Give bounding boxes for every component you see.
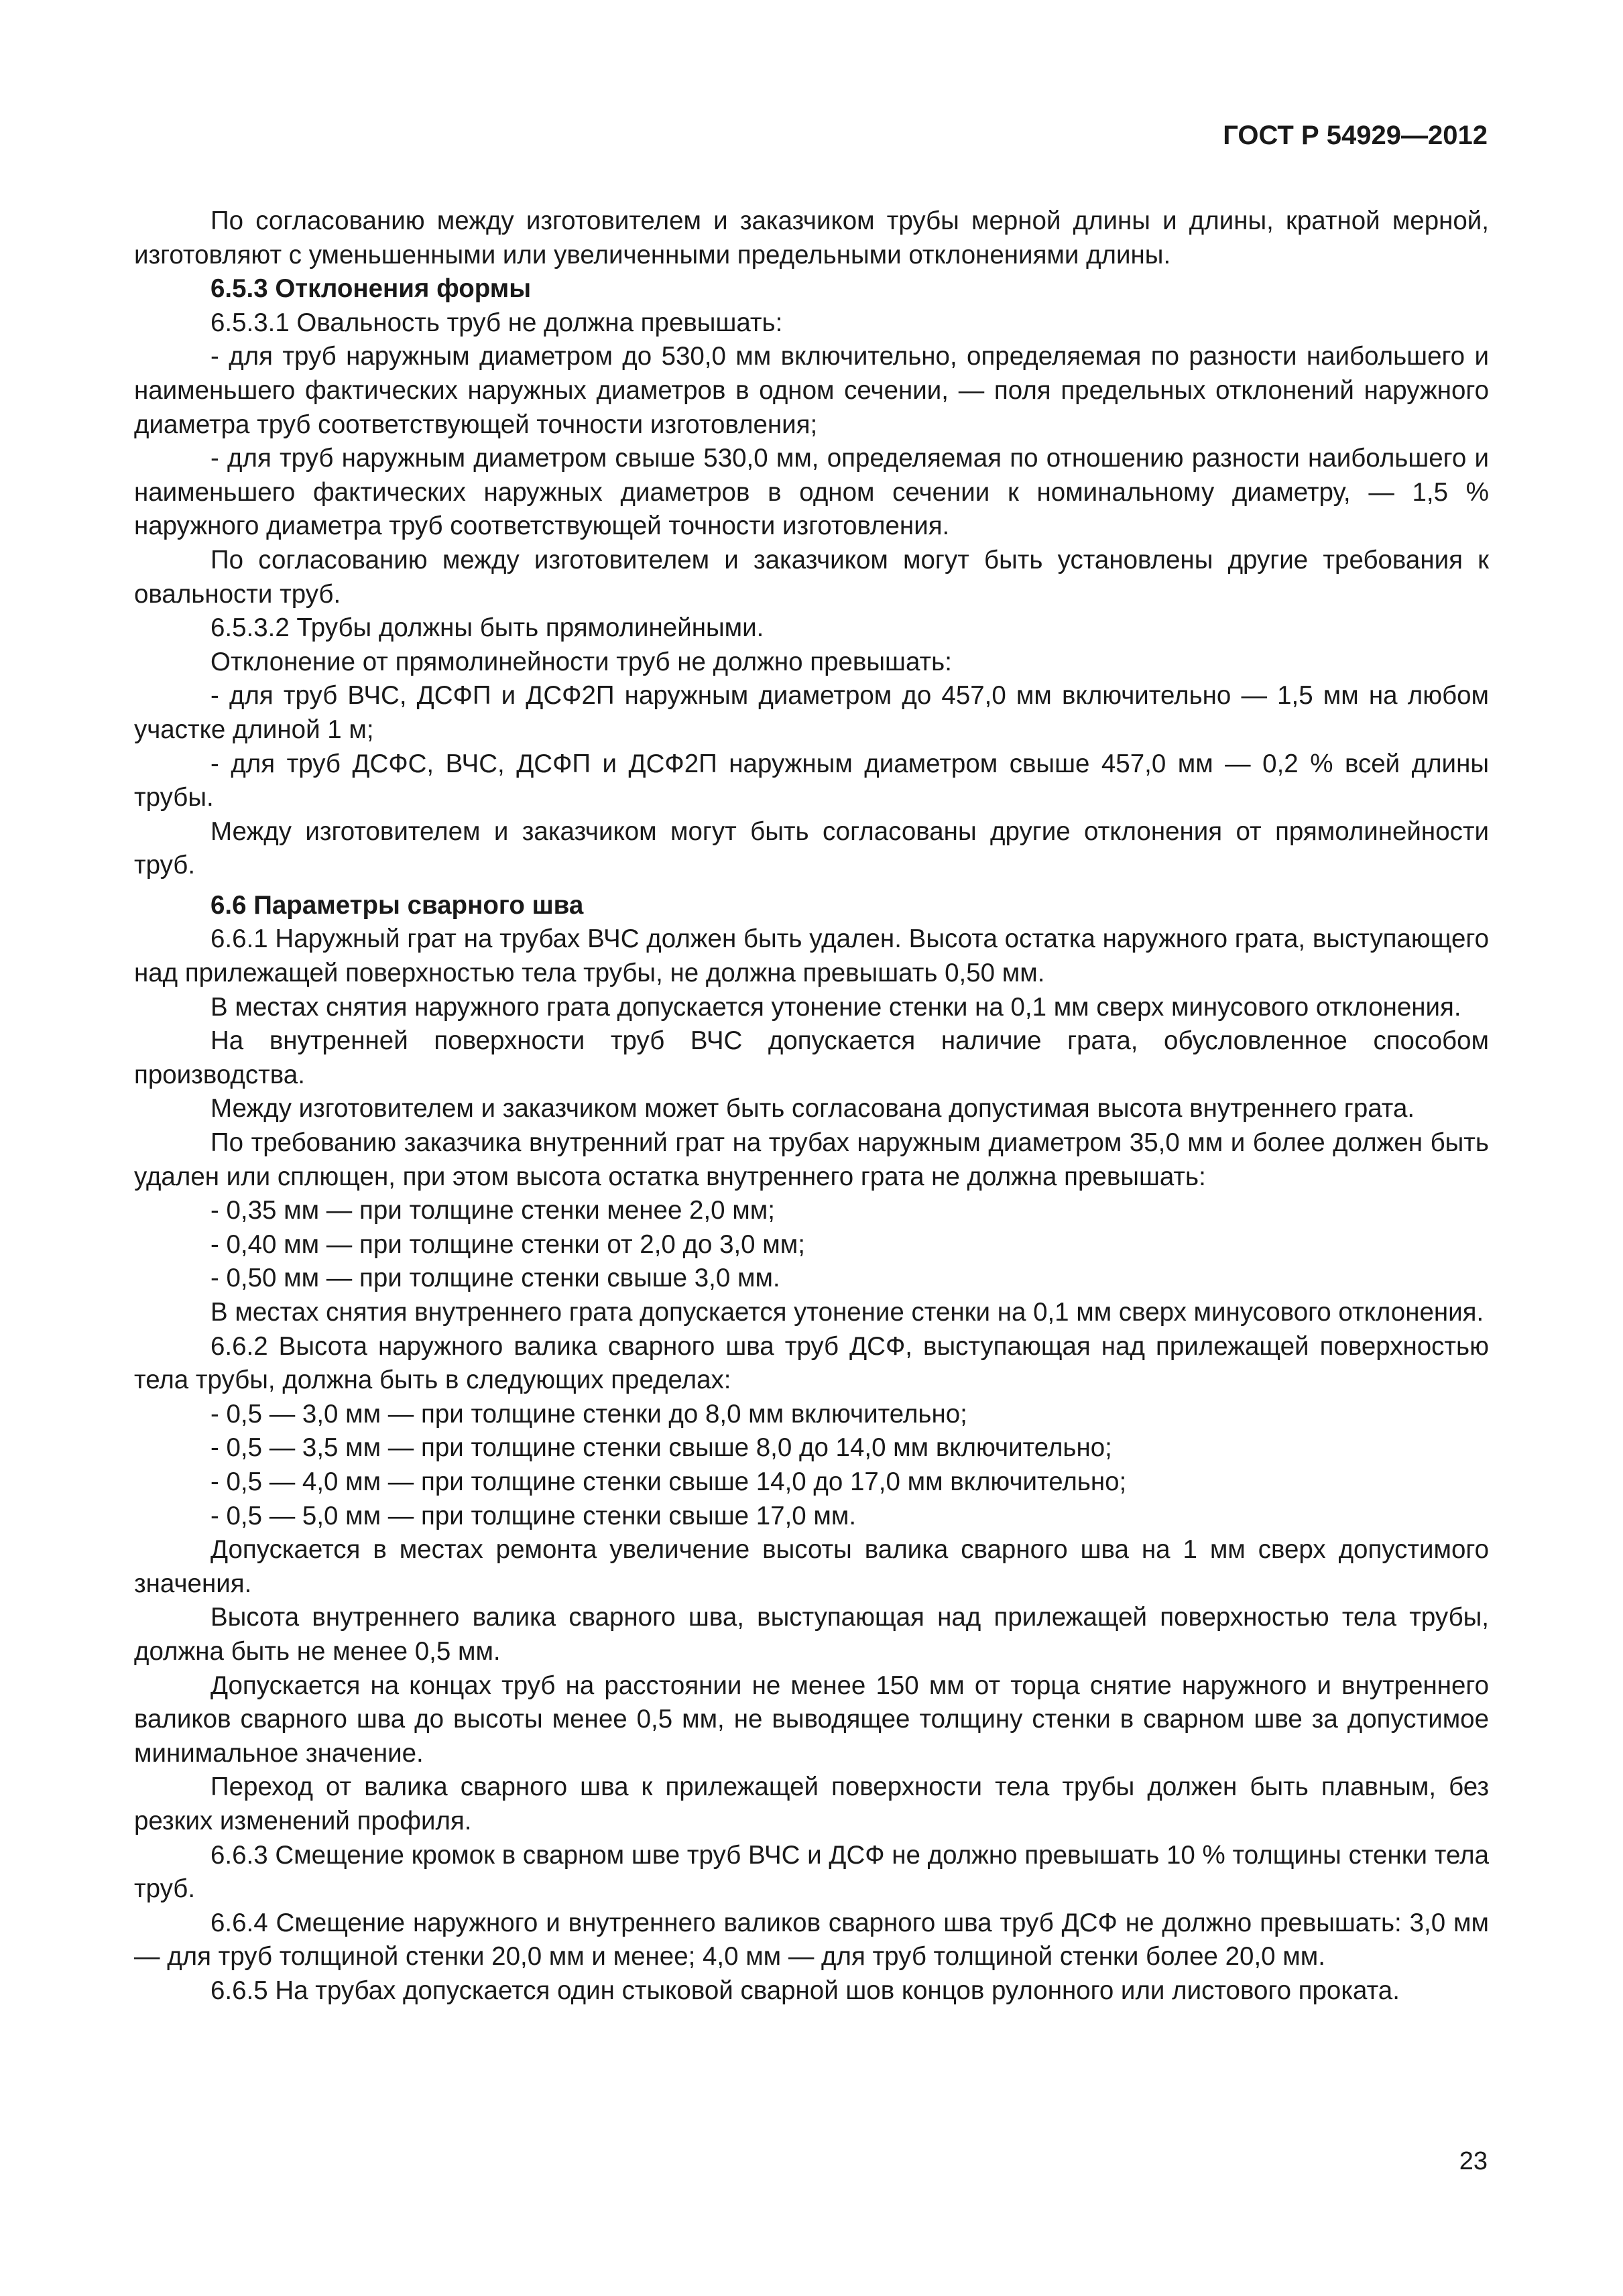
paragraph: По согласованию между изготовителем и заказчиком могут быть установлены другие требования к овальности труб.: [134, 545, 1489, 609]
section-heading: 6.6 Параметры сварного шва: [211, 890, 584, 920]
paragraph: - 0,5 — 3,5 мм — при толщине стенки свыше 8,0 до 14,0 мм включительно;: [211, 1433, 1112, 1463]
paragraph: - 0,5 — 3,0 мм — при толщине стенки до 8,0 мм включительно;: [211, 1399, 967, 1429]
section-heading: 6.5.3 Отклонения формы: [211, 274, 532, 304]
paragraph: 6.6.2 Высота наружного валика сварного шва труб ДСФ, выступающая над прилежащей поверхностью тела трубы, должна быть в следующих пределах:: [134, 1331, 1489, 1395]
document-body: [134, 204, 1489, 2008]
paragraph: Допускается на концах труб на расстоянии не менее 150 мм от торца снятие наружного и внутреннего валиков сварного шва до высоты менее 0,5 мм, не выводящее толщину стенки в сварном шве за допустимое минимальное значение.: [134, 1671, 1489, 1768]
paragraph: - для труб наружным диаметром свыше 530,0 мм, определяемая по отношению разности наибольшего и наименьшего фактических наружных диаметров в одном сечении к номинальному диаметру, — 1,5 % наружного диаметра труб соответствующей точности изготовления.: [134, 444, 1489, 541]
paragraph: - 0,35 мм — при толщине стенки менее 2,0 мм;: [211, 1196, 775, 1225]
paragraph: 6.5.3.2 Трубы должны быть прямолинейными.: [211, 613, 764, 643]
page-number: 23: [1459, 2147, 1488, 2175]
paragraph: - 0,40 мм — при толщине стенки от 2,0 до 3,0 мм;: [211, 1229, 805, 1259]
paragraph: - для труб ВЧС, ДСФП и ДСФ2П наружным диаметром до 457,0 мм включительно — 1,5 мм на любом участке длиной 1 м;: [134, 681, 1489, 744]
paragraph: - 0,50 мм — при толщине стенки свыше 3,0 мм.: [211, 1264, 780, 1293]
paragraph: - 0,5 — 4,0 мм — при толщине стенки свыше 14,0 до 17,0 мм включительно;: [211, 1467, 1127, 1496]
paragraph: На внутренней поверхности труб ВЧС допускается наличие грата, обусловленное способом производства.: [134, 1026, 1489, 1089]
document-standard-id: ГОСТ Р 54929—2012: [1223, 121, 1488, 150]
paragraph: - 0,5 — 5,0 мм — при толщине стенки свыше 17,0 мм.: [211, 1501, 857, 1530]
paragraph: Между изготовителем и заказчиком могут быть согласованы другие отклонения от прямолинейности труб.: [134, 817, 1489, 880]
paragraph: В местах снятия внутреннего грата допускается утонение стенки на 0,1 мм сверх минусового отклонения.: [211, 1298, 1484, 1327]
paragraph: В местах снятия наружного грата допускается утонение стенки на 0,1 мм сверх минусового отклонения.: [211, 992, 1461, 1022]
paragraph: 6.6.1 Наружный грат на трубах ВЧС должен быть удален. Высота остатка наружного грата, выступающего над прилежащей поверхностью тела трубы, не должна превышать 0,50 мм.: [134, 924, 1489, 988]
paragraph: - для труб ДСФС, ВЧС, ДСФП и ДСФ2П наружным диаметром свыше 457,0 мм — 0,2 % всей длины трубы.: [134, 749, 1489, 812]
paragraph: По требованию заказчика внутренний грат на трубах наружным диаметром 35,0 мм и более должен быть удален или сплющен, при этом высота остатка внутреннего грата не должна превышать:: [134, 1128, 1489, 1191]
paragraph: 6.6.4 Смещение наружного и внутреннего валиков сварного шва труб ДСФ не должно превышать: 3,0 мм — для труб толщиной стенки 20,0 мм и менее; 4,0 мм — для труб толщиной стенки более 20,0 мм.: [134, 1908, 1489, 1972]
paragraph: 6.5.3.1 Овальность труб не должна превышать:: [211, 308, 783, 337]
paragraph: Отклонение от прямолинейности труб не должно превышать:: [211, 647, 952, 676]
paragraph: - для труб наружным диаметром до 530,0 мм включительно, определяемая по разности наибольшего и наименьшего фактических наружных диаметров в одном сечении, — поля предельных отклонений наружного диаметра труб соответствующей точности изготовления;: [134, 342, 1489, 439]
paragraph: По согласованию между изготовителем и заказчиком трубы мерной длины и длины, кратной мерной, изготовляют с уменьшенными или увеличенными предельными отклонениями длины.: [134, 206, 1489, 269]
paragraph: 6.6.3 Смещение кромок в сварном шве труб ВЧС и ДСФ не должно превышать 10 % толщины стенки тела труб.: [134, 1840, 1489, 1904]
paragraph: 6.6.5 На трубах допускается один стыковой сварной шов концов рулонного или листового проката.: [211, 1976, 1400, 2005]
paragraph: Допускается в местах ремонта увеличение высоты валика сварного шва на 1 мм сверх допустимого значения.: [134, 1535, 1489, 1598]
paragraph: Переход от валика сварного шва к прилежащей поверхности тела трубы должен быть плавным, без резких изменений профиля.: [134, 1772, 1489, 1835]
paragraph: Высота внутреннего валика сварного шва, выступающая над прилежащей поверхностью тела трубы, должна быть не менее 0,5 мм.: [134, 1603, 1489, 1666]
paragraph: Между изготовителем и заказчиком может быть согласована допустимая высота внутреннего грата.: [211, 1094, 1415, 1124]
